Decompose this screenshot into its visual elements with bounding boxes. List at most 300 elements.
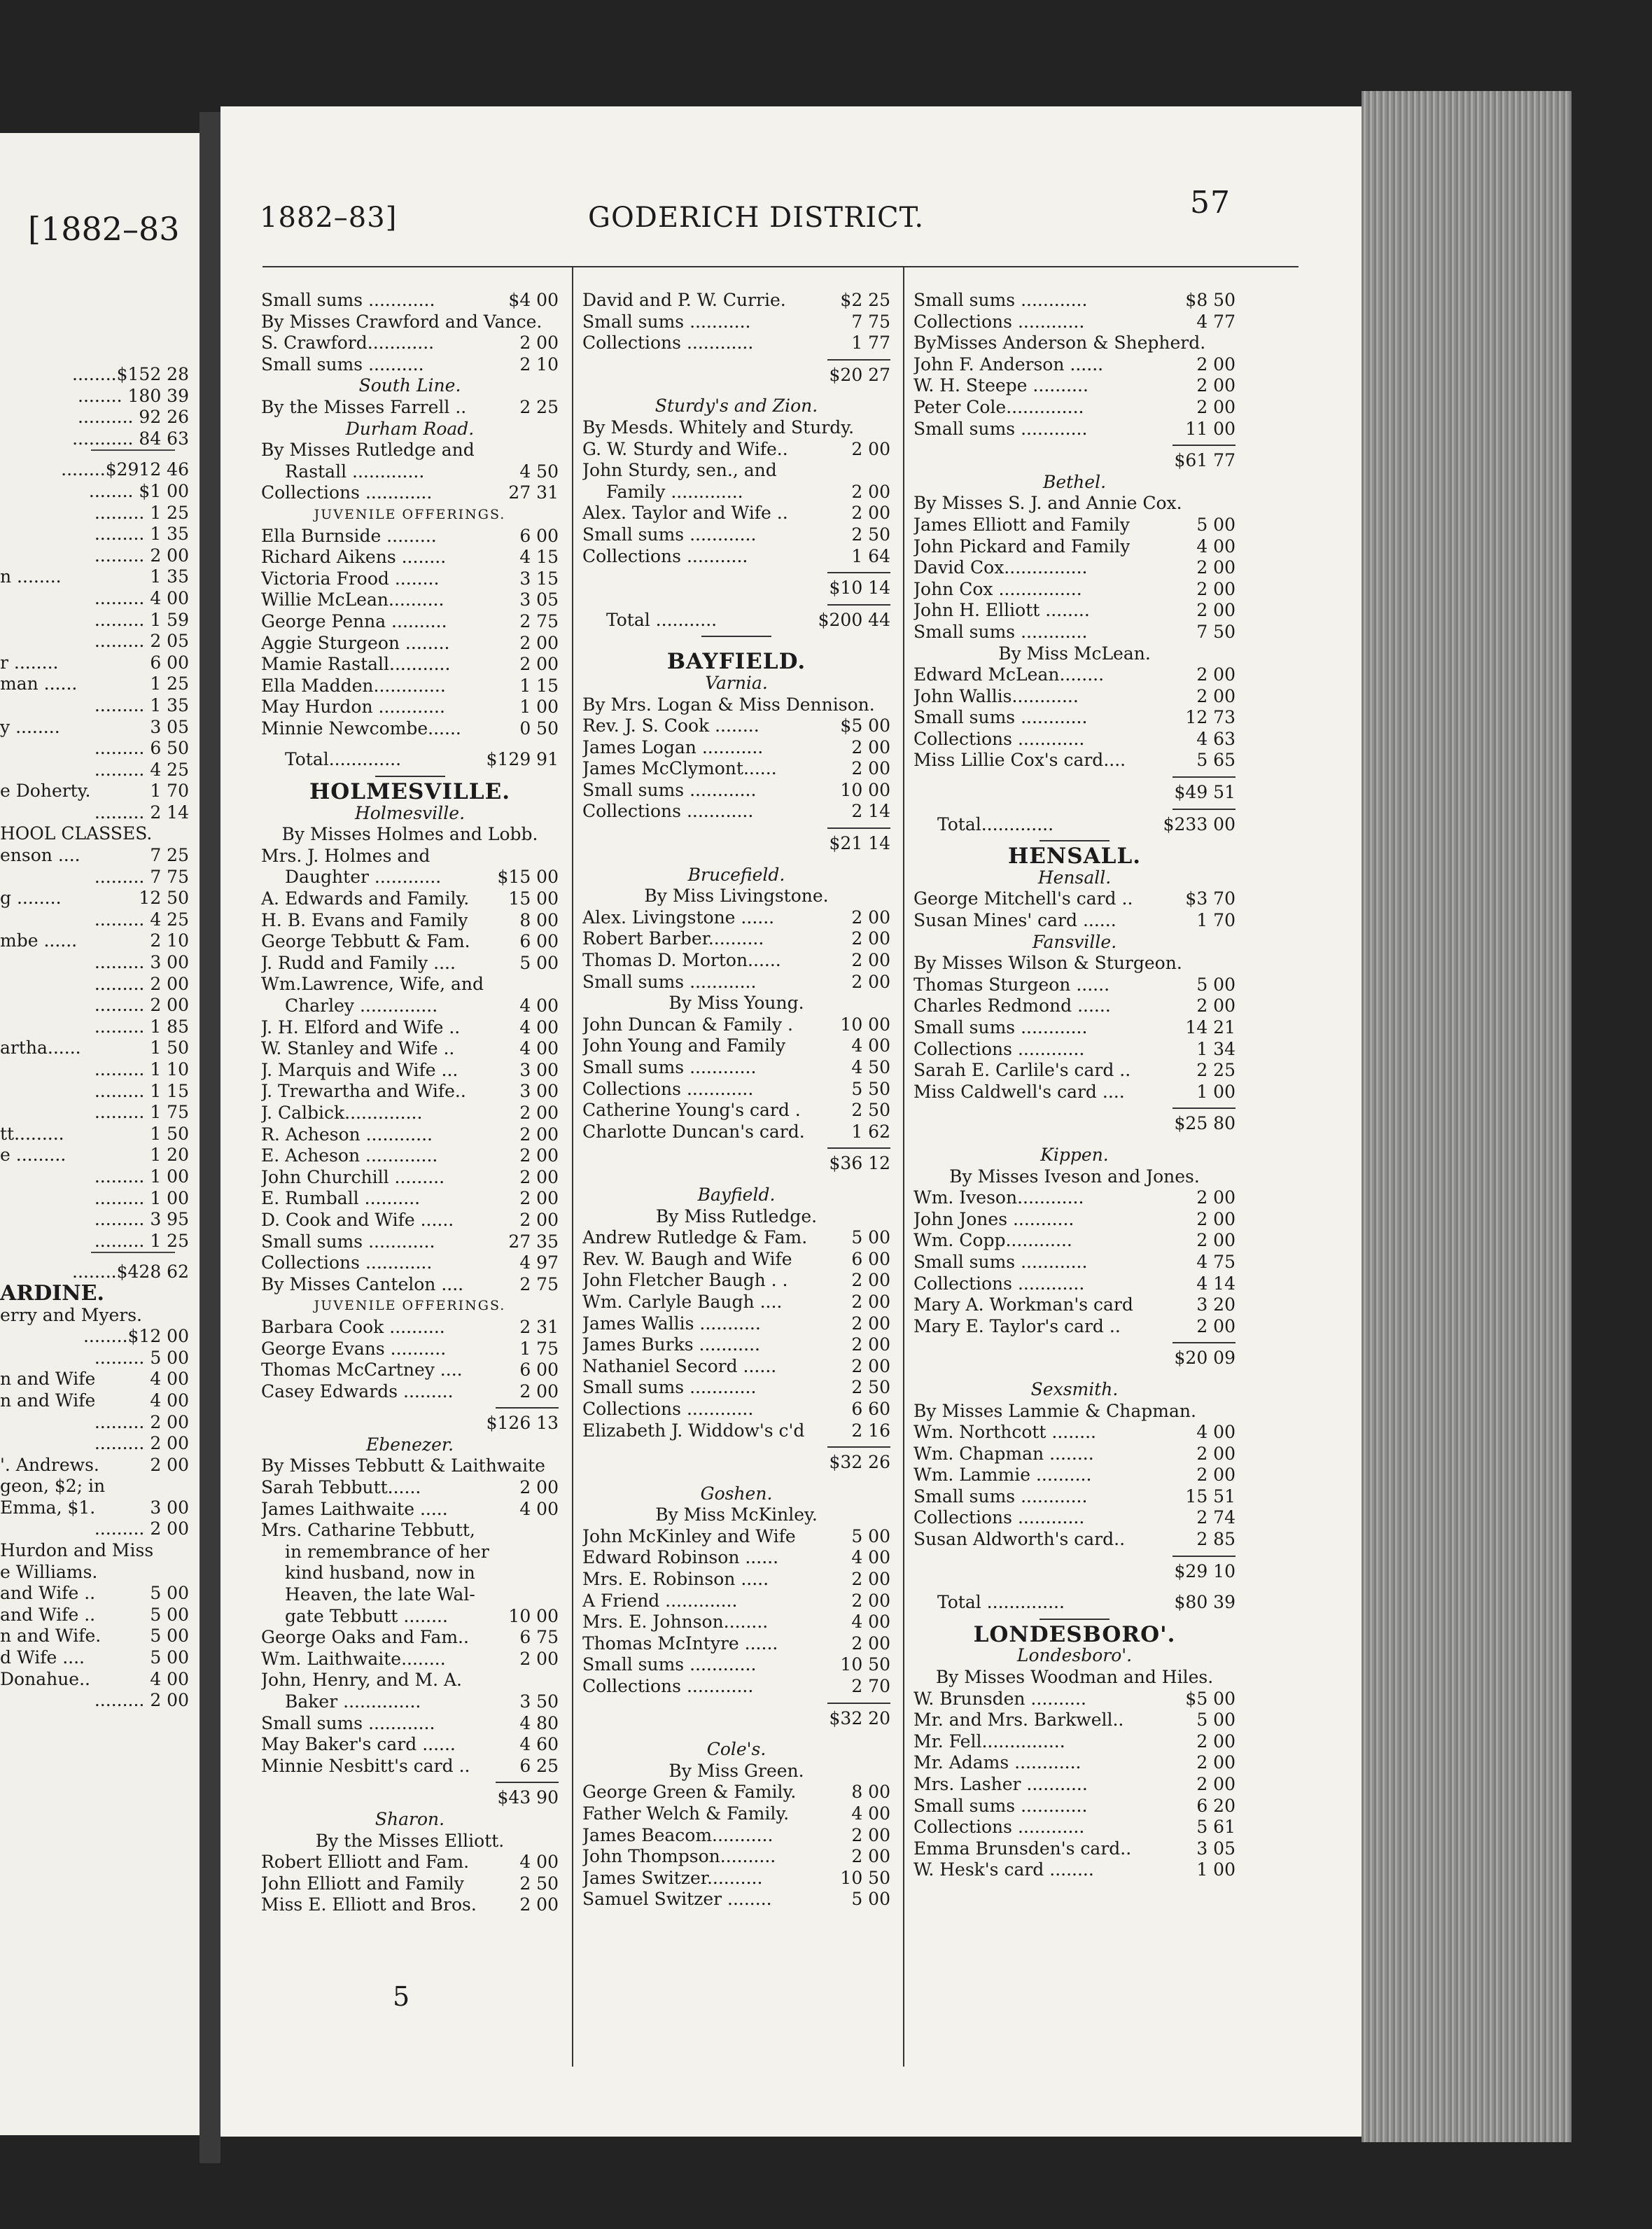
entry-amount bbox=[1231, 1401, 1236, 1423]
entry-row bbox=[913, 1273, 1236, 1295]
entry-amount: 2 00 bbox=[851, 1291, 890, 1312]
fragment-text: HOOL CLASSES. bbox=[0, 823, 153, 844]
entry-amount: 6 00 bbox=[519, 525, 559, 546]
fragment-row bbox=[0, 781, 189, 802]
fragment-text: mbe ...... bbox=[0, 930, 78, 951]
entry-name: John, Henry, and M. A. bbox=[261, 1670, 462, 1691]
entry-name: Richard Aikens ........ bbox=[261, 547, 447, 568]
entry-name: E. Rumball .......... bbox=[261, 1188, 421, 1209]
entry-name: A Friend ............. bbox=[582, 1590, 738, 1611]
circuit-heading: Varnia. bbox=[705, 672, 768, 693]
collectors-line: By Miss McLean. bbox=[998, 643, 1151, 664]
entry-name: Rev. J. S. Cook ........ bbox=[582, 715, 760, 736]
entry-row bbox=[261, 1563, 559, 1584]
spacer bbox=[582, 855, 890, 865]
fragment-text: Hurdon and Miss bbox=[0, 1540, 154, 1561]
entry-amount: 2 00 bbox=[851, 971, 890, 992]
entry-name: John Wallis............ bbox=[913, 685, 1079, 706]
circuit-heading: Bethel. bbox=[1042, 471, 1107, 492]
entry-amount: 6 25 bbox=[519, 1755, 559, 1776]
entry-name: A. Edwards and Family. bbox=[261, 888, 470, 909]
entry-amount: 1 00 bbox=[1196, 1859, 1236, 1880]
entry-name: Mary E. Taylor's card .. bbox=[913, 1315, 1121, 1336]
fragment-text: and Wife .. bbox=[0, 1604, 96, 1625]
entry-row bbox=[261, 633, 559, 655]
entry-row bbox=[913, 1817, 1236, 1838]
entry-amount: 2 00 bbox=[851, 1313, 890, 1334]
subtotal-rule bbox=[913, 440, 1236, 450]
spacer bbox=[582, 1175, 890, 1185]
entry-name: Wm. Laithwaite........ bbox=[261, 1648, 446, 1669]
entry-amount: 2 00 bbox=[1196, 375, 1236, 396]
entry-amount: 2 00 bbox=[851, 736, 890, 757]
entry-row bbox=[582, 694, 890, 716]
entry-amount bbox=[554, 1670, 559, 1691]
entry-row bbox=[261, 1455, 559, 1477]
entry-name: D. Cook and Wife ...... bbox=[261, 1209, 454, 1230]
fragment-row bbox=[0, 481, 189, 503]
entry-name: Edward Robinson ...... bbox=[582, 1547, 779, 1568]
entry-name: Small sums ........... bbox=[582, 311, 751, 332]
entry-amount bbox=[554, 846, 559, 867]
entry-name: Minnie Nesbitt's card .. bbox=[261, 1755, 470, 1776]
collectors-line: By Misses Woodman and Hiles. bbox=[935, 1667, 1214, 1688]
entry-row bbox=[261, 312, 559, 333]
entry-amount: 8 00 bbox=[519, 909, 559, 930]
fragment-amount: .......... 92 26 bbox=[78, 407, 189, 428]
entry-row bbox=[582, 801, 890, 823]
entry-amount: $8 50 bbox=[1185, 290, 1236, 310]
entry-row bbox=[582, 907, 890, 929]
entry-row bbox=[913, 1444, 1236, 1465]
entry-row bbox=[913, 1486, 1236, 1508]
entry-name: Mamie Rastall........... bbox=[261, 654, 451, 675]
entry-row bbox=[261, 611, 559, 633]
entry-name: Collections ............ bbox=[582, 801, 754, 822]
entry-row bbox=[261, 654, 559, 676]
fragment-text: n ........ bbox=[0, 566, 62, 587]
entry-row bbox=[913, 579, 1236, 601]
entry-amount: 27 35 bbox=[508, 1231, 559, 1252]
entry-row bbox=[261, 1252, 559, 1274]
entry-amount: 2 00 bbox=[1196, 557, 1236, 578]
entry-name: Collections ........... bbox=[582, 545, 748, 566]
entry-row bbox=[261, 1274, 559, 1296]
fragment-row bbox=[0, 1669, 189, 1691]
entry-row bbox=[582, 1526, 890, 1548]
fragment-amount: 4 00 bbox=[150, 1369, 189, 1390]
entry-amount: 2 50 bbox=[851, 524, 890, 545]
fragment-row bbox=[0, 1305, 189, 1327]
circuit-heading: Sturdy's and Zion. bbox=[654, 396, 818, 417]
fragment-row bbox=[0, 1690, 189, 1712]
collectors-line: By the Misses Elliott. bbox=[315, 1830, 505, 1851]
entry-name: Nathaniel Secord ...... bbox=[582, 1355, 777, 1376]
entry-name: Miss E. Elliott and Bros. bbox=[261, 1894, 477, 1915]
entry-row bbox=[913, 1082, 1236, 1103]
entry-row bbox=[913, 953, 1236, 974]
fragment-amount: 1 20 bbox=[150, 1145, 189, 1166]
entry-row bbox=[913, 333, 1236, 354]
entry-name: Thomas Sturgeon ...... bbox=[913, 974, 1110, 995]
entry-amount: 0 50 bbox=[519, 718, 559, 739]
fragment-amount: 5 00 bbox=[150, 1647, 189, 1668]
entry-row bbox=[582, 1399, 890, 1420]
collectors-line: By Miss McKinley. bbox=[655, 1504, 818, 1525]
entry-row bbox=[261, 354, 559, 376]
entry-amount: 4 00 bbox=[851, 1612, 890, 1633]
fragment-rule bbox=[91, 449, 175, 459]
entry-amount: 6 20 bbox=[1196, 1795, 1236, 1816]
entry-amount: $200 44 bbox=[818, 609, 890, 630]
entry-amount: 1 15 bbox=[519, 675, 559, 696]
entry-row bbox=[582, 1803, 890, 1825]
entry-amount: 2 75 bbox=[519, 1273, 559, 1294]
entry-name: Small sums ............ bbox=[582, 1057, 757, 1077]
entry-name: E. Acheson ............. bbox=[261, 1145, 438, 1166]
entry-amount: 2 00 bbox=[519, 1209, 559, 1230]
fragment-row bbox=[0, 1037, 189, 1059]
entry-row bbox=[582, 546, 890, 568]
entry-name: Total ........... bbox=[606, 609, 718, 630]
entry-row bbox=[261, 482, 559, 504]
entry-amount: 7 50 bbox=[1196, 621, 1236, 642]
fragment-amount: ......... 2 00 bbox=[94, 973, 189, 994]
entry-name: Sarah Tebbutt...... bbox=[261, 1477, 421, 1498]
circuit-heading: Londesboro'. bbox=[1016, 1645, 1133, 1666]
entry-name: Mrs. Catharine Tebbutt, bbox=[261, 1520, 475, 1541]
entry-name: John Thompson.......... bbox=[582, 1846, 776, 1867]
subtotal: $10 14 bbox=[829, 578, 890, 599]
fragment-amount: ......... 1 59 bbox=[94, 609, 189, 630]
entry-name: Wm. Iveson............ bbox=[913, 1187, 1084, 1208]
entry-row bbox=[582, 1292, 890, 1313]
fragment-amount: ........$2912 46 bbox=[61, 459, 189, 480]
entry-name: H. B. Evans and Family bbox=[261, 909, 468, 930]
entry-row bbox=[582, 1079, 890, 1100]
district-heading: BAYFIELD. bbox=[666, 649, 806, 675]
entry-amount: 5 00 bbox=[1196, 974, 1236, 995]
entry-name: Willie McLean.......... bbox=[261, 589, 444, 610]
entry-name: Small sums ............ bbox=[261, 1231, 435, 1252]
entry-name: By Misses Wilson & Sturgeon. bbox=[913, 953, 1182, 974]
entry-name: George Tebbutt & Fam. bbox=[261, 931, 470, 952]
entry-name: J. Trewartha and Wife.. bbox=[261, 1081, 466, 1102]
entry-name: Andrew Rutledge & Fam. bbox=[582, 1227, 808, 1248]
entry-row bbox=[261, 589, 559, 611]
entry-amount: 2 00 bbox=[519, 654, 559, 675]
subtotal: $49 51 bbox=[1174, 782, 1236, 803]
fragment-amount: ......... 3 00 bbox=[94, 952, 189, 973]
fragment-row bbox=[0, 738, 189, 760]
column-1 bbox=[261, 290, 559, 1916]
circuit-heading: Kippen. bbox=[1040, 1144, 1109, 1165]
entry-row bbox=[913, 600, 1236, 622]
entry-name: W. H. Steepe .......... bbox=[913, 375, 1088, 396]
entry-amount: 2 00 bbox=[1196, 1230, 1236, 1251]
entry-amount: 2 85 bbox=[1196, 1529, 1236, 1550]
fragment-amount: ........$152 28 bbox=[72, 364, 189, 384]
entry-row bbox=[913, 1592, 1236, 1614]
entry-row bbox=[261, 1477, 559, 1499]
entry-name: George Mitchell's card .. bbox=[913, 888, 1133, 909]
fragment-amount: 1 50 bbox=[150, 1037, 189, 1058]
entry-amount: 7 75 bbox=[851, 311, 890, 332]
entry-name: Susan Mines' card ...... bbox=[913, 910, 1116, 931]
entry-amount: 2 00 bbox=[851, 758, 890, 779]
entry-row bbox=[913, 729, 1236, 750]
entry-amount: 4 97 bbox=[519, 1252, 559, 1273]
fragment-amount: ......... 2 00 bbox=[94, 1411, 189, 1432]
entry-row bbox=[261, 1734, 559, 1756]
book-gutter bbox=[200, 112, 220, 2163]
subtotal-rule bbox=[913, 804, 1236, 814]
entry-name: Heaven, the late Wal- bbox=[285, 1584, 475, 1605]
entry-row bbox=[582, 417, 890, 439]
entry-name: John Young and Family bbox=[582, 1035, 786, 1056]
fragment-text: enson .... bbox=[0, 845, 80, 866]
subtotal-rule bbox=[582, 1441, 890, 1452]
fragment-row bbox=[0, 407, 189, 428]
fragment-text: Donahue.. bbox=[0, 1668, 90, 1689]
subtotal-rule bbox=[582, 1698, 890, 1708]
entry-row bbox=[582, 1057, 890, 1079]
fragment-amount: ......... 1 00 bbox=[94, 1187, 189, 1208]
entry-amount: 2 00 bbox=[851, 1569, 890, 1590]
entry-name: Charles Redmond ...... bbox=[913, 995, 1111, 1016]
entry-name: James Logan ........... bbox=[582, 736, 764, 757]
entry-row bbox=[582, 1420, 890, 1442]
entry-name: James Burks ........... bbox=[582, 1334, 760, 1355]
entry-amount: 2 25 bbox=[1196, 1060, 1236, 1081]
entry-amount: 1 75 bbox=[519, 1338, 559, 1359]
fragment-row bbox=[0, 1326, 189, 1348]
entry-amount: 2 00 bbox=[1196, 664, 1236, 685]
entry-row bbox=[582, 1270, 890, 1292]
entry-amount: 6 75 bbox=[519, 1627, 559, 1648]
entry-amount: 10 50 bbox=[840, 1654, 890, 1675]
entry-row bbox=[913, 1859, 1236, 1881]
fragment-text: erry and Myers. bbox=[0, 1304, 142, 1325]
fragment-row bbox=[0, 524, 189, 545]
entry-amount: 6 60 bbox=[851, 1398, 890, 1419]
entry-amount: 4 63 bbox=[1196, 728, 1236, 749]
entry-row bbox=[582, 780, 890, 802]
entry-row bbox=[261, 1852, 559, 1873]
entry-row bbox=[913, 290, 1236, 312]
entry-name: David Cox............... bbox=[913, 557, 1088, 578]
entry-row bbox=[261, 440, 559, 461]
entry-amount: 2 14 bbox=[851, 801, 890, 822]
entry-row bbox=[261, 1606, 559, 1628]
entry-row bbox=[261, 1339, 559, 1360]
entry-amount: 5 00 bbox=[851, 1889, 890, 1910]
entry-row bbox=[582, 610, 890, 631]
entry-row bbox=[582, 1633, 890, 1655]
entry-amount: 2 00 bbox=[1196, 1315, 1236, 1336]
entry-name: Mrs. E. Johnson........ bbox=[582, 1612, 769, 1633]
entry-name: Collections ............ bbox=[261, 482, 433, 503]
entry-row bbox=[582, 1868, 890, 1889]
entry-name: Rastall ............. bbox=[285, 461, 425, 482]
entry-row bbox=[913, 1422, 1236, 1444]
district-heading: HENSALL. bbox=[1007, 844, 1142, 869]
fragment-amount: 2 10 bbox=[150, 930, 189, 951]
fragment-amount: ......... 5 00 bbox=[94, 1347, 189, 1368]
entry-amount: 2 00 bbox=[519, 1381, 559, 1402]
entry-name: Small sums ............ bbox=[913, 621, 1088, 642]
fragment-row bbox=[0, 364, 189, 386]
entry-amount: $3 70 bbox=[1185, 888, 1236, 909]
circuit-heading: South Line. bbox=[358, 375, 461, 396]
entry-amount: 2 00 bbox=[851, 481, 890, 502]
entry-amount: 2 00 bbox=[851, 1355, 890, 1376]
entry-amount: 1 34 bbox=[1196, 1038, 1236, 1059]
entry-row bbox=[582, 1676, 890, 1698]
entry-amount bbox=[554, 1584, 559, 1606]
entry-row bbox=[582, 972, 890, 993]
entry-amount: 3 05 bbox=[1196, 1838, 1236, 1859]
circuit-heading: Hensall. bbox=[1037, 867, 1112, 888]
entry-name: By the Misses Farrell .. bbox=[261, 396, 467, 417]
fragment-amount: ......... 1 10 bbox=[94, 1059, 189, 1079]
entry-row bbox=[261, 1756, 559, 1777]
entry-row bbox=[582, 290, 890, 312]
entry-row bbox=[913, 1252, 1236, 1273]
signature-mark: 5 bbox=[393, 1981, 410, 2012]
fragment-row bbox=[0, 1059, 189, 1081]
subtotal: $61 77 bbox=[1174, 450, 1236, 471]
entry-row bbox=[913, 419, 1236, 440]
entry-row bbox=[261, 1017, 559, 1039]
entry-name: Susan Aldworth's card.. bbox=[913, 1529, 1126, 1550]
entry-row bbox=[261, 1167, 559, 1189]
entry-row bbox=[261, 1231, 559, 1253]
fragment-text: d Wife .... bbox=[0, 1647, 85, 1668]
entry-row bbox=[582, 1122, 890, 1143]
district-heading: LONDESBORO'. bbox=[973, 1621, 1176, 1647]
subtotal: $32 26 bbox=[829, 1452, 890, 1473]
entry-name: Collections ............ bbox=[582, 333, 754, 354]
entry-row bbox=[582, 1591, 890, 1612]
entry-row bbox=[261, 1081, 559, 1103]
entry-amount: 5 00 bbox=[851, 1525, 890, 1546]
entry-row bbox=[261, 888, 559, 910]
entry-name: Small sums ............ bbox=[913, 418, 1088, 439]
entry-row bbox=[582, 715, 890, 737]
circuit-heading: Sexsmith. bbox=[1030, 1378, 1119, 1399]
entry-amount: 15 51 bbox=[1185, 1486, 1236, 1507]
entry-row bbox=[913, 1710, 1236, 1731]
entry-amount bbox=[886, 460, 890, 482]
section-caption: JUVENILE OFFERINGS. bbox=[314, 1298, 506, 1314]
spacer bbox=[582, 1474, 890, 1483]
entry-name: W. Hesk's card ........ bbox=[913, 1859, 1094, 1880]
subtotal-rule bbox=[913, 1551, 1236, 1561]
fragment-amount: ......... 4 25 bbox=[94, 759, 189, 780]
entry-amount: 2 50 bbox=[519, 1873, 559, 1894]
subtotal: $20 09 bbox=[1174, 1348, 1236, 1369]
subtotal: $21 14 bbox=[829, 833, 890, 854]
fragment-row bbox=[0, 1166, 189, 1188]
spacer bbox=[582, 386, 890, 396]
fragment-text: e Doherty. bbox=[0, 781, 91, 802]
entry-amount bbox=[554, 1542, 559, 1563]
entry-amount: 4 50 bbox=[519, 461, 559, 482]
entry-row bbox=[261, 1103, 559, 1124]
entry-name: Total .............. bbox=[937, 1592, 1065, 1613]
fragment-text: Emma, $1. bbox=[0, 1497, 96, 1518]
entry-name: Daughter ............ bbox=[285, 867, 442, 888]
entry-row bbox=[913, 1209, 1236, 1231]
fragment-amount: 12 50 bbox=[139, 888, 189, 909]
entry-row bbox=[261, 526, 559, 547]
entry-name: Mr. Adams ............ bbox=[913, 1752, 1082, 1773]
entry-name: Robert Barber.......... bbox=[582, 928, 764, 949]
entry-amount: 15 00 bbox=[508, 888, 559, 909]
entry-amount: 5 00 bbox=[519, 952, 559, 973]
entry-amount: 10 00 bbox=[840, 779, 890, 800]
fragment-row bbox=[0, 1647, 189, 1669]
entry-row bbox=[261, 931, 559, 953]
fragment-row bbox=[0, 1081, 189, 1103]
entry-row bbox=[582, 1782, 890, 1803]
entry-amount: 4 00 bbox=[1196, 536, 1236, 557]
entry-amount bbox=[554, 440, 559, 461]
collectors-line: By Misses Holmes and Lobb. bbox=[281, 824, 538, 845]
entry-name: Thomas McIntyre ...... bbox=[582, 1633, 778, 1654]
fragment-row bbox=[0, 1231, 189, 1252]
entry-row bbox=[913, 515, 1236, 536]
entry-amount: 2 00 bbox=[519, 1166, 559, 1187]
entry-name: Father Welch & Family. bbox=[582, 1803, 790, 1824]
fragment-text: g ........ bbox=[0, 888, 62, 909]
entry-row bbox=[913, 1230, 1236, 1252]
fragment-amount: 1 50 bbox=[150, 1123, 189, 1144]
entry-row bbox=[913, 910, 1236, 932]
fragment-row bbox=[0, 1102, 189, 1124]
entry-name: Small sums ............ bbox=[582, 971, 757, 992]
fragment-text: n and Wife bbox=[0, 1390, 96, 1411]
entry-name: Small sums .......... bbox=[261, 354, 424, 375]
entry-name: Small sums ............ bbox=[913, 1486, 1088, 1507]
entry-name: George Evans .......... bbox=[261, 1338, 447, 1359]
entry-amount bbox=[886, 417, 890, 439]
entry-row bbox=[582, 482, 890, 503]
fragment-amount: 5 00 bbox=[150, 1604, 189, 1625]
entry-amount: 2 50 bbox=[851, 1100, 890, 1121]
left-page-entries bbox=[0, 364, 189, 1712]
fragment-row bbox=[0, 588, 189, 610]
entry-name: John H. Elliott ........ bbox=[913, 600, 1090, 621]
subtotal-rule bbox=[582, 354, 890, 365]
entry-amount: 2 00 bbox=[519, 1477, 559, 1498]
entry-amount: 3 20 bbox=[1196, 1294, 1236, 1315]
entry-amount: 4 80 bbox=[519, 1712, 559, 1733]
entry-row bbox=[582, 1377, 890, 1399]
entry-amount: 2 00 bbox=[851, 438, 890, 459]
entry-name: John Duncan & Family . bbox=[582, 1014, 793, 1035]
fragment-amount: ........$428 62 bbox=[72, 1262, 189, 1283]
fragment-amount: ......... 3 95 bbox=[94, 1209, 189, 1230]
entry-name: Collections ............ bbox=[261, 1252, 433, 1273]
fragment-amount: 2 00 bbox=[150, 1454, 189, 1475]
entry-name: James Wallis ........... bbox=[582, 1313, 761, 1334]
entry-amount: 5 65 bbox=[1196, 750, 1236, 771]
entry-row bbox=[582, 950, 890, 972]
entry-row bbox=[913, 1774, 1236, 1796]
entry-name: Wm. Carlyle Baugh .... bbox=[582, 1291, 783, 1312]
